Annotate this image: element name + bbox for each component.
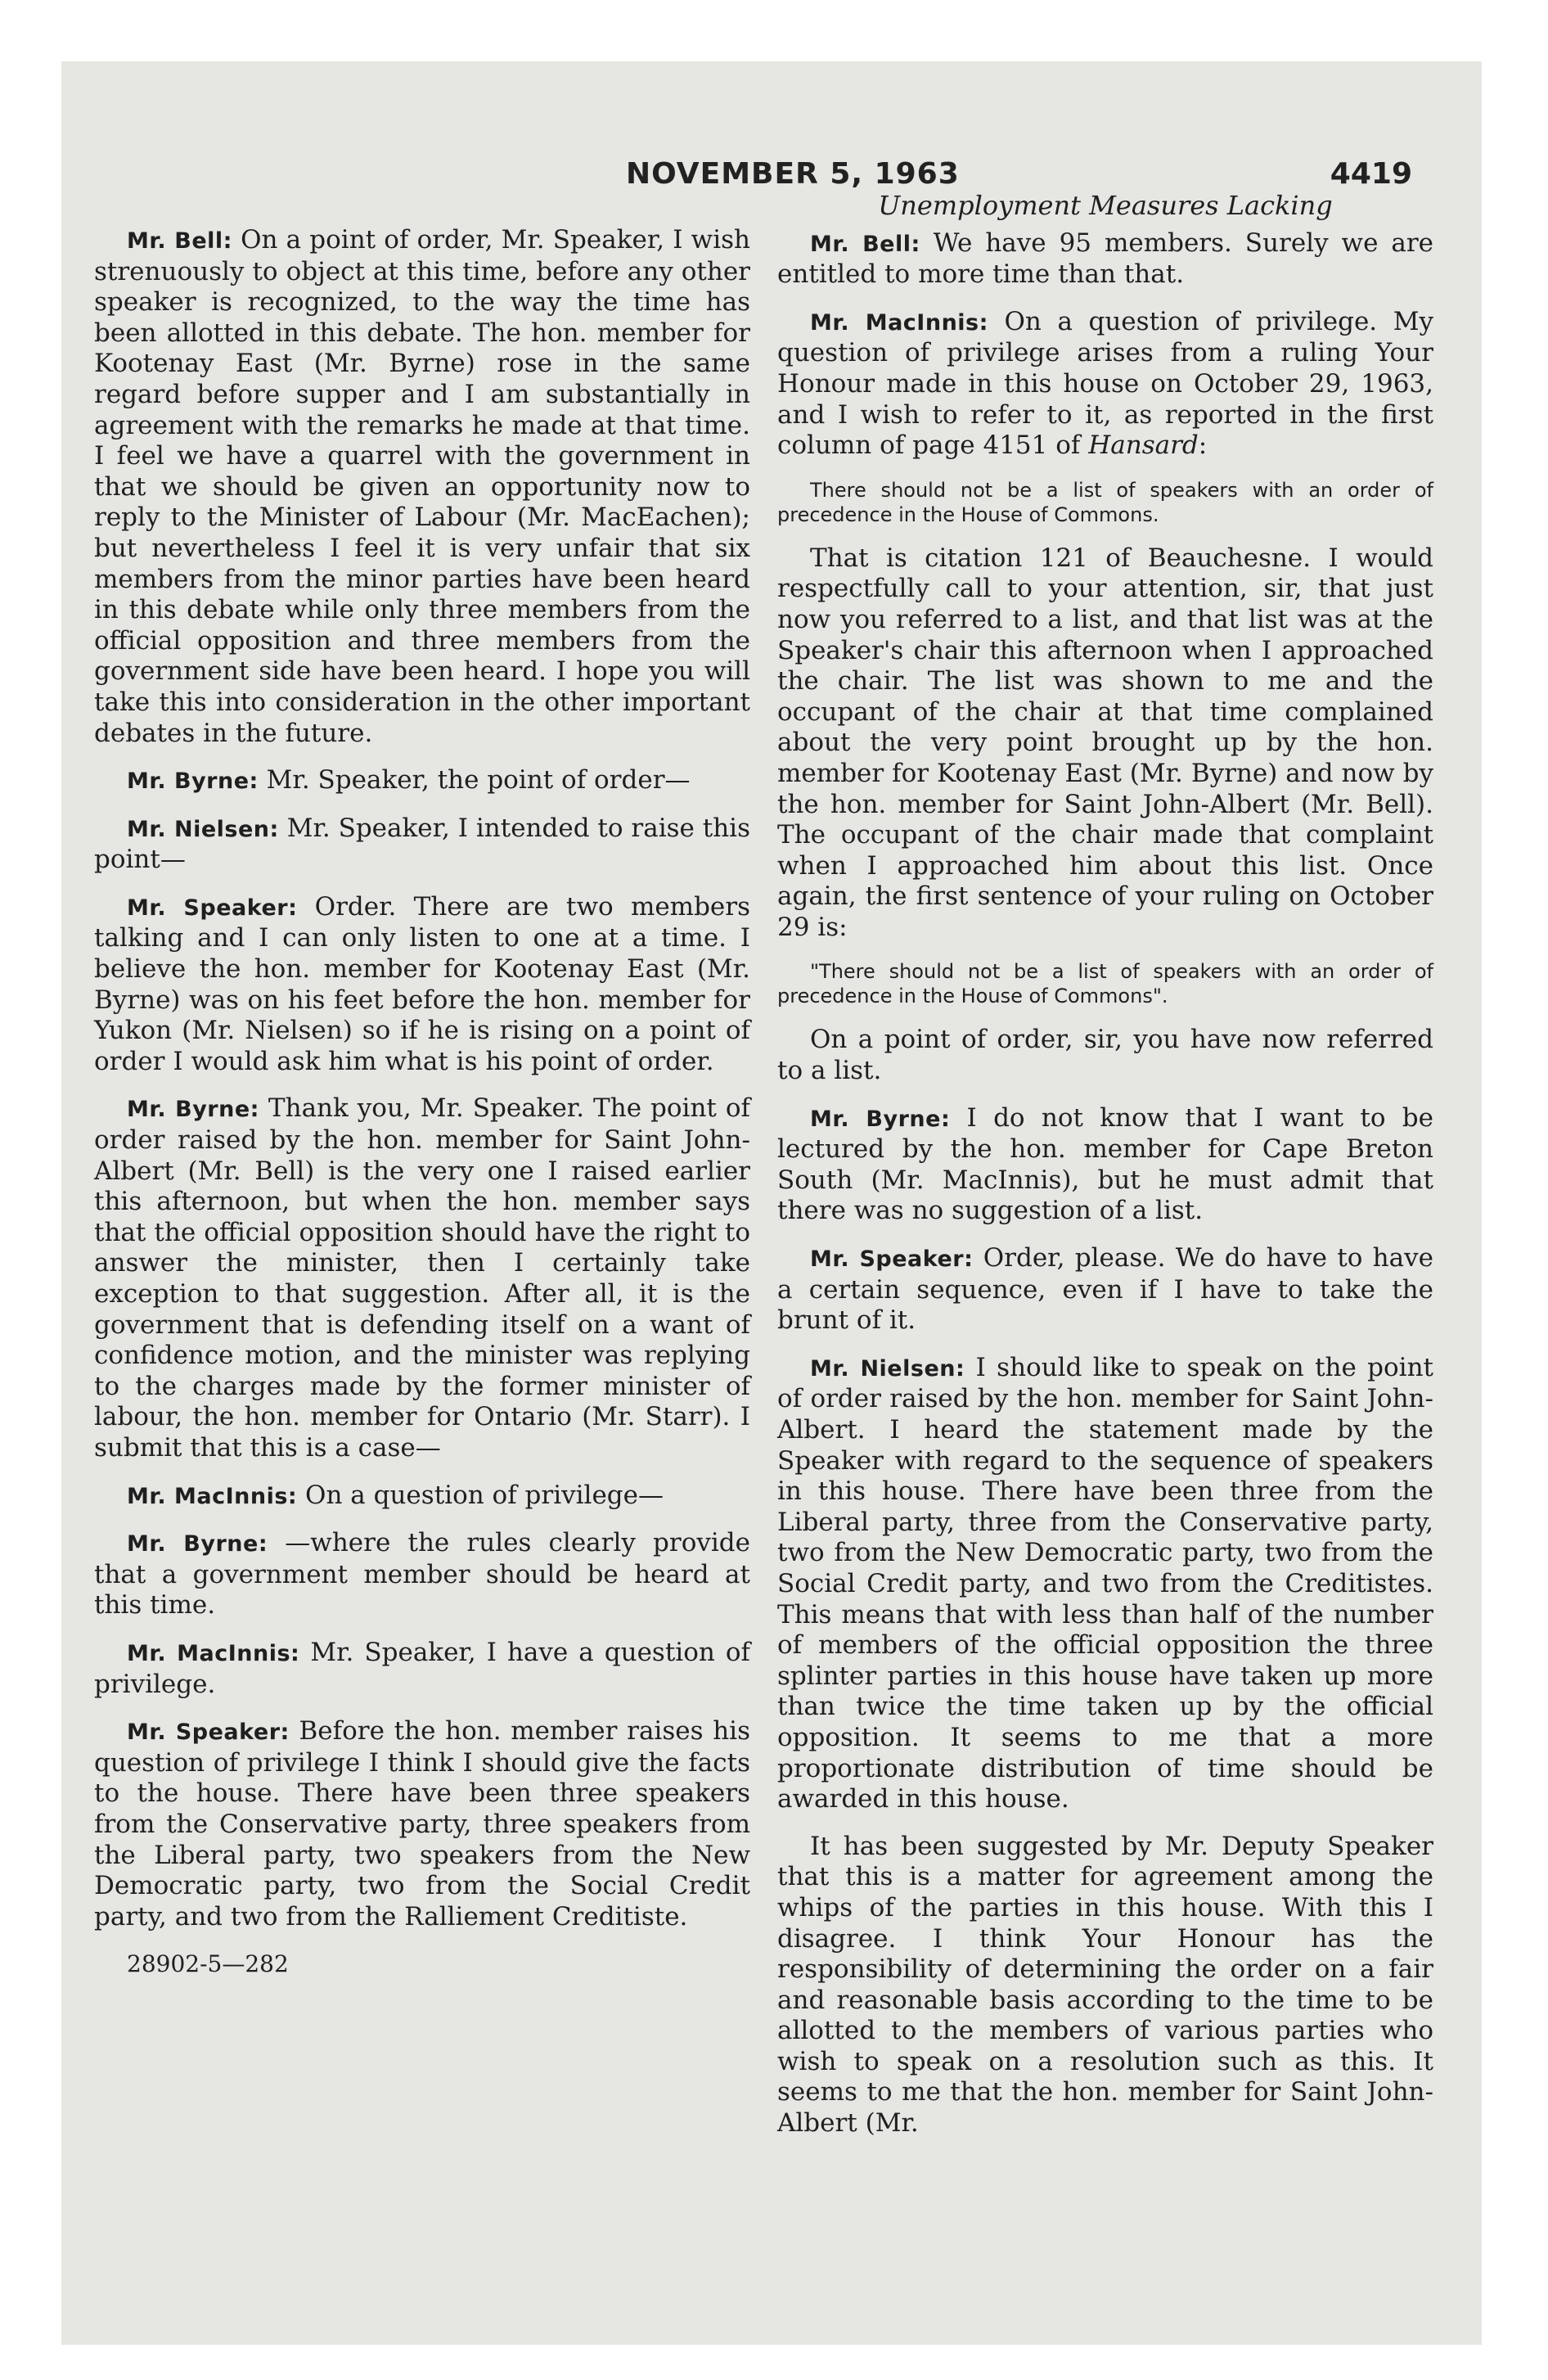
speech-text: Thank you, Mr. Speaker. The point of order raised by the hon. member for Saint John-Albert (Mr. Bell) is the very one I raised earlier this afternoon, but when the hon. member says that the official opposition should have the right to answer the minister, then I certainly take exception to that suggestion. After all, it is the government that is defending itself on a want of confidence motion, and the minister was replying to the charges made by the former minister of labour, the hon. member for Ontario (Mr. Starr). I submit that this is a case— xyxy=(94,1093,750,1463)
paragraph xyxy=(777,1243,1433,1336)
paragraph: On a point of order, sir, you have now referred to a list. xyxy=(777,1025,1433,1086)
speech-text: Order, please. We do have to have a certain sequence, even if I have to take the brunt of it. xyxy=(777,1243,1433,1336)
quotation: "There should not be a list of speakers with an order of precedence in the House of Commons". xyxy=(777,960,1433,1008)
section-subtitle: Unemployment Measures Lacking xyxy=(878,190,1333,221)
hansard-page xyxy=(61,61,1482,2345)
speech-text: On a point of order, Mr. Speaker, I wish strenuously to object at this time, before any other speaker is recognized, to the way the time has been allotted in this debate. The hon. member for Kootenay East (Mr. Byrne) rose in the same regard before supper and I am substantially in agreement with the remarks he made at that time. I feel we have a quarrel with the government in that we should be given an opportunity now to reply to the Minister of Labour (Mr. MacEachen); but nevertheless I feel it is very unfair that six members from the minor parties have been heard in this debate while only three members from the official opposition and three members from the government side have been heard. I hope you will take this into consideration in the other important debates in the future. xyxy=(94,225,750,748)
speech-text: We have 95 members. Surely we are entitled to more time than that. xyxy=(777,228,1433,290)
speech-text: Order. There are two members talking and I can only listen to one at a time. I believe the hon. member for Kootenay East (Mr. Byrne) was on his feet before the hon. member for Yukon (Mr. Nielsen) so if he is rising on a point of order I would ask him what is his point of order. xyxy=(94,891,750,1076)
paragraph xyxy=(94,225,750,749)
left-column xyxy=(94,225,750,1996)
speaker-name: Mr. Byrne: xyxy=(127,1097,259,1123)
speech-text: Before the hon. member raises his question of privilege I think I should give the facts to the house. There have been three speakers from the Conservative party, three speakers from the Liberal party, two speakers from the New Democratic party, two from the Social Credit party, and two from the Ralliement Creditiste. xyxy=(94,1716,750,1931)
paragraph xyxy=(94,814,750,876)
print-code: 28902-5—282 xyxy=(127,1950,289,1978)
paragraph xyxy=(94,1093,750,1463)
paragraph xyxy=(777,1103,1433,1227)
speech-text: Mr. Speaker, I have a question of privilege. xyxy=(94,1637,750,1699)
paragraph xyxy=(94,1481,750,1512)
paragraph: That is citation 121 of Beauchesne. I would respectfully call to your attention, sir, that just now you referred to a list, and that list was at the Speaker's chair this afternoon when I approached the chair. The list was shown to me and the occupant of the chair at that time complained about the very point brought up by the hon. member for Kootenay East (Mr. Byrne) and now by the hon. member for Saint John-Albert (Mr. Bell). The occupant of the chair made that complaint when I approached him about this list. Once again, the first sentence of your ruling on October 29 is: xyxy=(777,543,1433,942)
paragraph xyxy=(94,892,750,1078)
speech-text: Mr. Speaker, I intended to raise this point— xyxy=(94,813,750,875)
speaker-name: Mr. MacInnis: xyxy=(810,309,988,336)
speaker-name: Mr. Byrne: xyxy=(127,1531,268,1557)
speaker-name: Mr. Speaker: xyxy=(127,1720,290,1746)
speaker-name: Mr. Speaker: xyxy=(127,895,298,921)
paragraph xyxy=(777,307,1433,462)
paragraph xyxy=(94,1528,750,1621)
speech-text: I should like to speak on the point of order raised by the hon. member for Saint John-Albert. I heard the statement made by the Speaker with regard to the sequence of speakers in this house. There have been three from the Liberal party, three from the Conservative party, two from the New Democratic party, two from the Social Credit party, and two from the Creditistes. This means that with less than half of the number of members of the official opposition the three splinter parties in this house have taken up more than twice the time taken up by the official opposition. It seems to me that a more proportionate distribution of time should be awarded in this house. xyxy=(777,1352,1434,1814)
paragraph xyxy=(94,765,750,797)
paragraph: It has been suggested by Mr. Deputy Speaker that this is a matter for agreement among the whips of the parties in this house. With this I disagree. I think Your Honour has the responsibility of determining the order on a fair and reasonable basis according to the time to be allotted to the members of various parties who wish to speak on a resolution such as this. It seems to me that the hon. member for Saint John-Albert (Mr. xyxy=(777,1831,1433,2139)
quotation: There should not be a list of speakers with an order of precedence in the House of Commons. xyxy=(777,478,1433,526)
speech-text: I do not know that I want to be lectured by the hon. member for Cape Breton South (Mr. MacInnis), but he must admit that there was no suggestion of a list. xyxy=(777,1102,1433,1226)
paragraph xyxy=(777,1353,1433,1815)
speech-text: On a question of privilege. My question of privilege arises from a ruling Your Honour made in this house on October 29, 1963, and I wish to refer to it, as reported in the first column of page 4151 of xyxy=(777,306,1433,461)
speaker-name: Mr. Byrne: xyxy=(127,769,259,795)
speech-text-end: : xyxy=(1198,430,1208,461)
hansard-title: Hansard xyxy=(1088,430,1199,461)
speaker-name: Mr. Nielsen: xyxy=(127,816,279,842)
speech-text: Mr. Speaker, the point of order— xyxy=(258,765,691,796)
page-number: 4419 xyxy=(1330,157,1412,191)
page-date: NOVEMBER 5, 1963 xyxy=(626,157,960,191)
paragraph xyxy=(777,228,1433,291)
speaker-name: Mr. Bell: xyxy=(810,231,920,257)
right-column xyxy=(777,191,1433,2156)
speaker-name: Mr. MacInnis: xyxy=(127,1640,300,1666)
speaker-name: Mr. Byrne: xyxy=(810,1106,951,1132)
speaker-name: Mr. Nielsen: xyxy=(810,1355,965,1382)
speaker-name: Mr. Bell: xyxy=(127,228,232,254)
speech-text: —where the rules clearly provide that a government member should be heard at this time. xyxy=(94,1528,750,1620)
paragraph xyxy=(94,1716,750,1932)
speaker-name: Mr. MacInnis: xyxy=(127,1483,298,1509)
paragraph xyxy=(94,1638,750,1700)
speaker-name: Mr. Speaker: xyxy=(810,1246,974,1273)
speech-text: On a question of privilege— xyxy=(297,1480,664,1510)
